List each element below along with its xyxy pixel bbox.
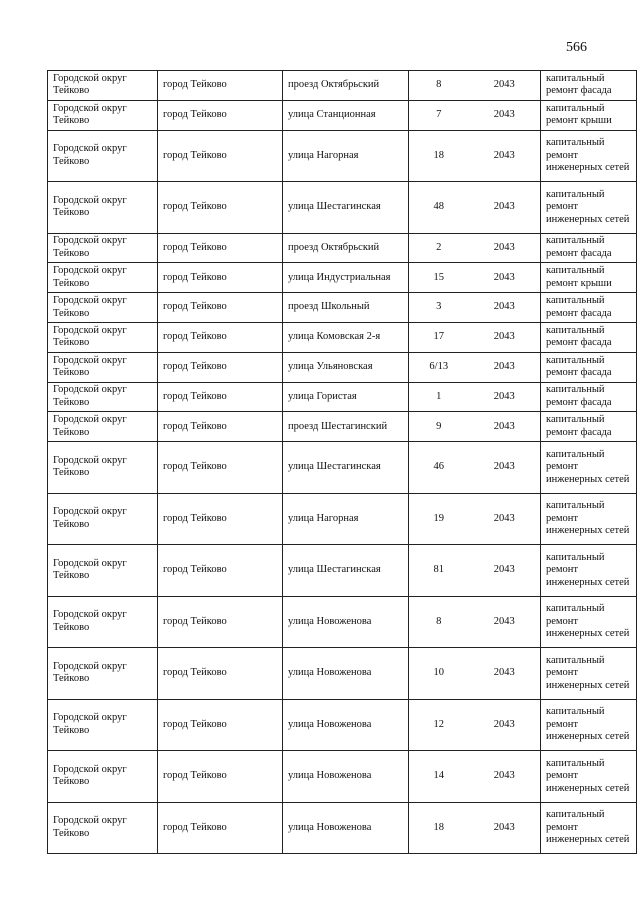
cell-year: 2043 [469,352,541,382]
cell-year: 2043 [469,493,541,545]
repair-schedule-table [47,70,637,854]
cell-street: улица Нагорная [283,130,409,182]
cell-year: 2043 [469,71,541,101]
cell-year: 2043 [469,233,541,263]
cell-city: город Тейково [158,182,283,234]
cell-district: Городской округ Тейково [48,130,158,182]
table-row [48,233,637,263]
cell-house: 3 [409,293,469,323]
cell-work: капитальный ремонт инженерных сетей [541,596,637,648]
cell-district: Городской округ Тейково [48,442,158,494]
cell-house: 81 [409,545,469,597]
cell-street: проезд Школьный [283,293,409,323]
cell-house: 10 [409,648,469,700]
cell-year: 2043 [469,545,541,597]
cell-district: Городской округ Тейково [48,493,158,545]
cell-year: 2043 [469,182,541,234]
cell-year: 2043 [469,382,541,412]
cell-year: 2043 [469,130,541,182]
table-row [48,442,637,494]
cell-work: капитальный ремонт инженерных сетей [541,493,637,545]
table-row [48,648,637,700]
cell-city: город Тейково [158,412,283,442]
cell-city: город Тейково [158,130,283,182]
cell-work: капитальный ремонт инженерных сетей [541,648,637,700]
table-row [48,493,637,545]
cell-year: 2043 [469,751,541,803]
cell-work: капитальный ремонт инженерных сетей [541,545,637,597]
table-row [48,751,637,803]
cell-work: капитальный ремонт инженерных сетей [541,802,637,854]
cell-house: 14 [409,751,469,803]
cell-street: улица Гористая [283,382,409,412]
cell-year: 2043 [469,322,541,352]
cell-work: капитальный ремонт фасада [541,382,637,412]
cell-street: улица Новоженова [283,596,409,648]
cell-street: улица Нагорная [283,493,409,545]
cell-year: 2043 [469,412,541,442]
table-row [48,263,637,293]
cell-district: Городской округ Тейково [48,412,158,442]
table-row [48,545,637,597]
table-row [48,412,637,442]
cell-street: улица Комовская 2-я [283,322,409,352]
cell-district: Городской округ Тейково [48,263,158,293]
cell-house: 8 [409,71,469,101]
cell-city: город Тейково [158,596,283,648]
table-row [48,71,637,101]
cell-district: Городской округ Тейково [48,751,158,803]
cell-house: 18 [409,130,469,182]
page-number: 566 [566,40,587,55]
table-row [48,130,637,182]
cell-work: капитальный ремонт инженерных сетей [541,130,637,182]
cell-district: Городской округ Тейково [48,596,158,648]
cell-work: капитальный ремонт фасада [541,71,637,101]
cell-house: 46 [409,442,469,494]
cell-year: 2043 [469,293,541,323]
cell-district: Городской округ Тейково [48,100,158,130]
cell-district: Городской округ Тейково [48,382,158,412]
cell-city: город Тейково [158,751,283,803]
cell-house: 19 [409,493,469,545]
cell-house: 12 [409,699,469,751]
cell-district: Городской округ Тейково [48,545,158,597]
cell-work: капитальный ремонт фасада [541,233,637,263]
cell-street: проезд Октябрьский [283,233,409,263]
cell-year: 2043 [469,699,541,751]
cell-work: капитальный ремонт инженерных сетей [541,751,637,803]
cell-city: город Тейково [158,493,283,545]
cell-district: Городской округ Тейково [48,293,158,323]
cell-street: улица Новоженова [283,802,409,854]
cell-work: капитальный ремонт фасада [541,293,637,323]
table-row [48,352,637,382]
cell-year: 2043 [469,263,541,293]
cell-house: 18 [409,802,469,854]
cell-house: 6/13 [409,352,469,382]
cell-district: Городской округ Тейково [48,648,158,700]
cell-street: улица Новоженова [283,699,409,751]
cell-house: 8 [409,596,469,648]
cell-year: 2043 [469,648,541,700]
cell-city: город Тейково [158,382,283,412]
cell-work: капитальный ремонт крыши [541,263,637,293]
cell-street: улица Новоженова [283,648,409,700]
table-row [48,382,637,412]
cell-city: город Тейково [158,263,283,293]
cell-year: 2043 [469,442,541,494]
cell-city: город Тейково [158,233,283,263]
cell-work: капитальный ремонт фасада [541,412,637,442]
cell-house: 7 [409,100,469,130]
cell-city: город Тейково [158,699,283,751]
cell-year: 2043 [469,100,541,130]
cell-work: капитальный ремонт инженерных сетей [541,442,637,494]
cell-house: 9 [409,412,469,442]
cell-street: улица Шестагинская [283,182,409,234]
cell-street: улица Новоженова [283,751,409,803]
table-row [48,293,637,323]
cell-house: 48 [409,182,469,234]
cell-street: улица Шестагинская [283,545,409,597]
table-row [48,699,637,751]
cell-house: 2 [409,233,469,263]
cell-work: капитальный ремонт фасада [541,352,637,382]
cell-city: город Тейково [158,545,283,597]
cell-house: 17 [409,322,469,352]
cell-house: 1 [409,382,469,412]
cell-work: капитальный ремонт инженерных сетей [541,182,637,234]
cell-street: улица Шестагинская [283,442,409,494]
cell-district: Городской округ Тейково [48,802,158,854]
cell-work: капитальный ремонт инженерных сетей [541,699,637,751]
cell-city: город Тейково [158,322,283,352]
cell-district: Городской округ Тейково [48,352,158,382]
cell-street: проезд Шестагинский [283,412,409,442]
table-row [48,182,637,234]
cell-district: Городской округ Тейково [48,322,158,352]
cell-district: Городской округ Тейково [48,71,158,101]
cell-city: город Тейково [158,802,283,854]
table-row [48,100,637,130]
cell-work: капитальный ремонт фасада [541,322,637,352]
cell-street: улица Индустриальная [283,263,409,293]
table-row [48,322,637,352]
cell-city: город Тейково [158,352,283,382]
cell-district: Городской округ Тейково [48,182,158,234]
cell-house: 15 [409,263,469,293]
cell-year: 2043 [469,596,541,648]
table-row [48,596,637,648]
table-row [48,802,637,854]
cell-city: город Тейково [158,100,283,130]
cell-district: Городской округ Тейково [48,233,158,263]
cell-city: город Тейково [158,71,283,101]
cell-city: город Тейково [158,442,283,494]
cell-district: Городской округ Тейково [48,699,158,751]
cell-year: 2043 [469,802,541,854]
cell-street: улица Станционная [283,100,409,130]
cell-work: капитальный ремонт крыши [541,100,637,130]
cell-street: улица Ульяновская [283,352,409,382]
cell-city: город Тейково [158,293,283,323]
cell-street: проезд Октябрьский [283,71,409,101]
cell-city: город Тейково [158,648,283,700]
